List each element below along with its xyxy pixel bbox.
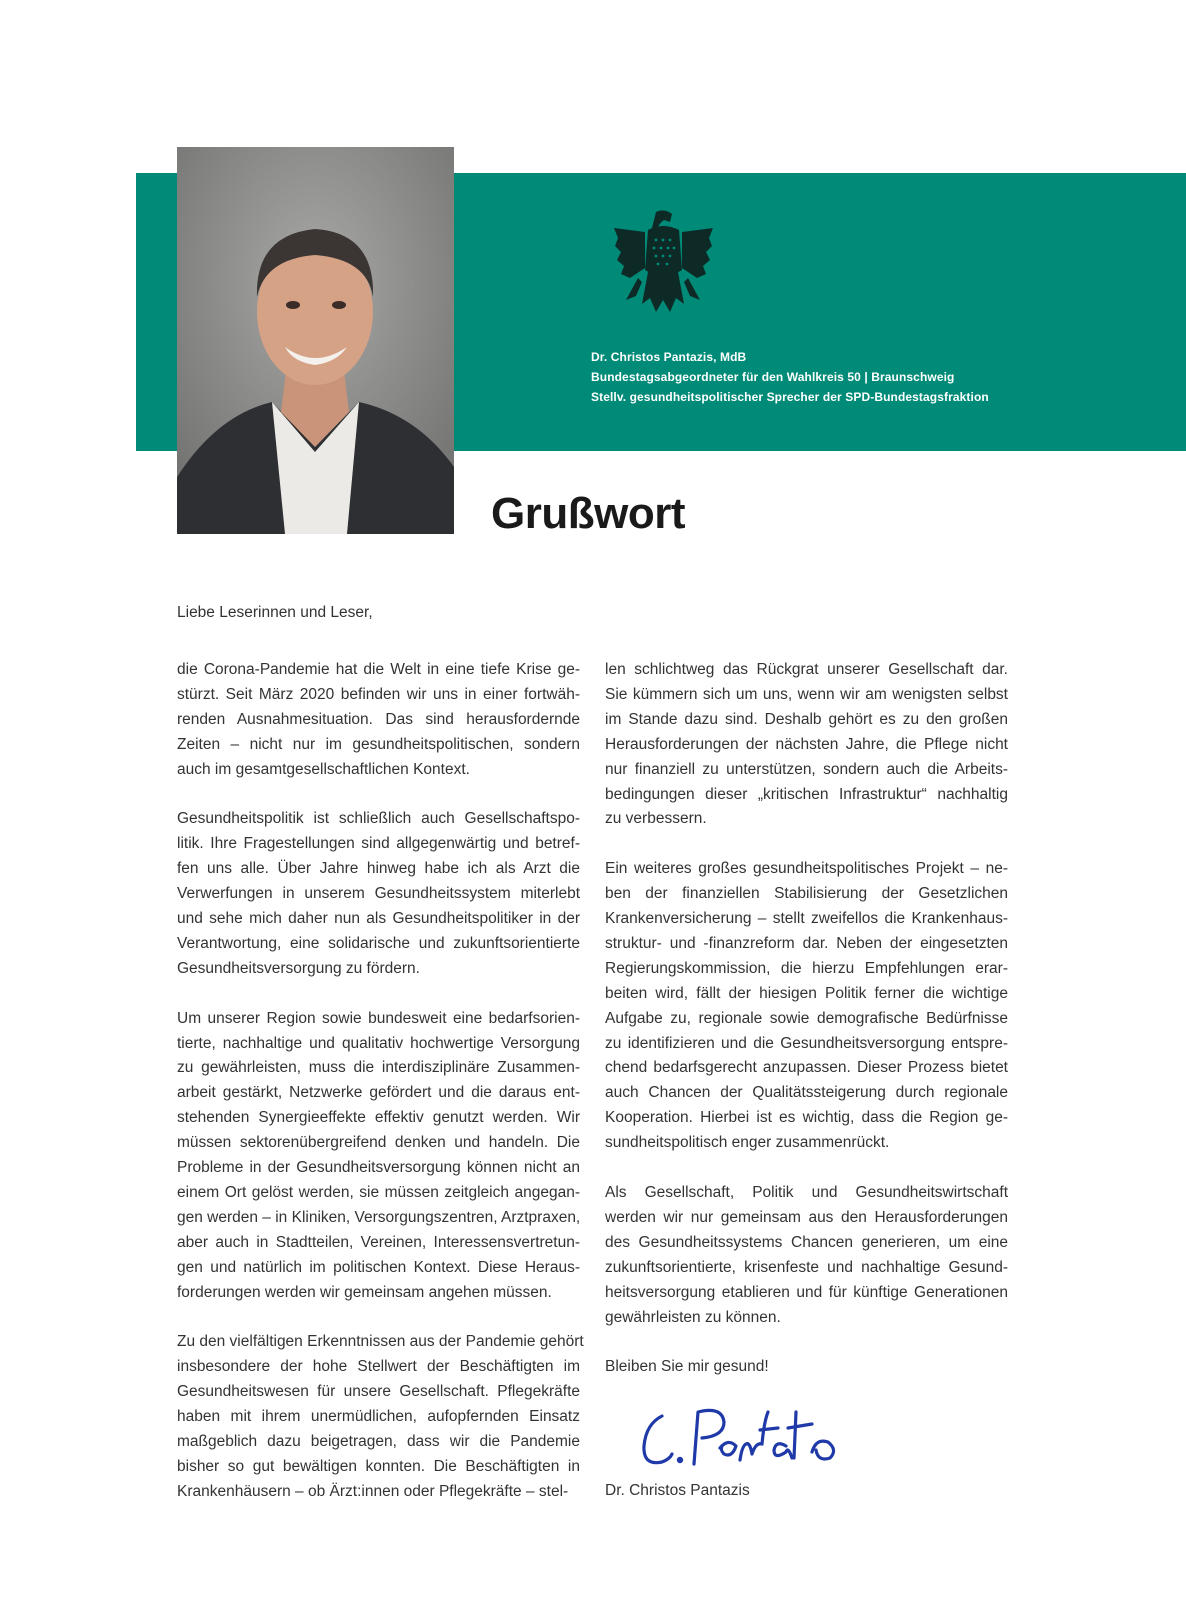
text-line: Als Gesellschaft, Politik und Gesundheitswirtschaft (605, 1184, 1008, 1201)
text-line: fen uns alle. Über Jahre hinweg habe ich als Arzt die (177, 860, 580, 878)
text-line: heitsversorgung etablieren und für künftige Generationen (605, 1283, 1008, 1301)
text-line: renden Ausnahmesituation. Das sind herausfordernde (177, 710, 580, 728)
text-line: Kooperation. Hierbei ist es wichtig, dass die Region ge- (605, 1109, 1008, 1127)
text-line: Verantwortung, eine solidarische und zukunftsorientierte (177, 934, 580, 952)
text-line: Krankenversicherung – stellt zweifellos die Krankenhaus- (605, 910, 1008, 928)
text-line: Herausforderungen der nächsten Jahre, die Pflege nicht (605, 735, 1008, 753)
text-line: forderungen werden wir gemeinsam angehen müssen. (177, 1283, 552, 1301)
text-line: gewährleisten zu können. (605, 1308, 781, 1326)
paragraph (605, 857, 1008, 1156)
right-column (605, 658, 1008, 1380)
text-line: haben mit ihrem unermüdlichen, aufopfernden Einsatz (177, 1408, 580, 1426)
paragraph (177, 658, 580, 783)
portrait-photo (177, 147, 454, 534)
paragraph (177, 1330, 584, 1504)
text-line: auch Chancen der Qualitätssteigerung durch regionale (605, 1084, 1008, 1102)
position-line: Stellv. gesundheitspolitischer Sprecher der SPD-Bundestagsfraktion (591, 390, 989, 404)
text-line: struktur- und -finanzreform dar. Neben der eingesetzten (605, 934, 1008, 952)
text-line: Um unserer Region sowie bundesweit eine bedarfsorien- (177, 1009, 580, 1027)
text-line: einem Ort gelöst werden, sie müssen zeitgleich angegan- (177, 1184, 580, 1201)
text-line: bisher so gut bewältigen konnten. Die Beschäftigten in (177, 1457, 580, 1475)
text-line: zukunftsorientierte, krisenfeste und nachhaltige Gesund- (605, 1258, 1008, 1276)
handwritten-signature (636, 1402, 846, 1472)
text-line: gen werden – in Kliniken, Versorgungszentren, Arztpraxen, (177, 1208, 581, 1226)
bundestag-eagle-icon (612, 208, 715, 316)
page-title: Grußwort (491, 489, 685, 538)
text-line: Zeiten – nicht nur im gesundheitspolitischen, sondern (177, 735, 580, 753)
role-line: Bundestagsabgeordneter für den Wahlkreis 50 | Braunschweig (591, 370, 955, 384)
paragraph (605, 658, 1008, 832)
text-line: sundheitspolitisch enger zusammenrückt. (605, 1134, 890, 1152)
text-line: die Corona-Pandemie hat die Welt in eine tiefe Krise ge- (177, 661, 580, 678)
text-line: Krankenhäusern – ob Ärzt:innen oder Pflegekräfte – stel- (177, 1482, 569, 1500)
text-line: maßgeblich dazu beigetragen, dass wir die Pandemie (177, 1433, 580, 1451)
paragraph (605, 1181, 1008, 1330)
left-column (177, 658, 584, 1530)
text-line: Verwerfungen in unserem Gesundheitssystem miterlebt (177, 885, 580, 903)
text-line: insbesondere der hohe Stellwert der Beschäftigten im (177, 1358, 580, 1376)
text-line: Sie kümmern sich um uns, wenn wir am wenigsten selbst (605, 685, 1008, 703)
text-line: aber auch in Stadtteilen, Vereinen, Interessensvertretun- (177, 1233, 580, 1251)
text-line: Aufgabe zu, regionale sowie demografische Bedürfnisse (605, 1009, 1008, 1027)
text-line: Gesundheitswesen für unsere Gesellschaft. Pflegekräfte (177, 1383, 580, 1401)
text-line: ben der finanziellen Stabilisierung der Gesetzlichen (605, 885, 1008, 903)
text-line: len schlichtweg das Rückgrat unserer Gesellschaft dar. (605, 661, 1008, 678)
contact-block (591, 347, 989, 407)
text-line: Zu den vielfältigen Erkenntnissen aus der Pandemie gehört (177, 1333, 584, 1351)
text-line: des Gesundheitssystems Chancen generieren, um eine (605, 1233, 1008, 1251)
text-line: zu gewährleisten, muss die interdisziplinäre Zusammen- (177, 1059, 580, 1077)
text-line: auch im gesamtgesellschaftlichen Kontext. (177, 760, 470, 778)
text-line: chend bedarfsgerecht anzupassen. Dieser Prozess bietet (605, 1059, 1008, 1077)
text-line: tierte, nachhaltige und qualitativ hochwertige Versorgung (177, 1034, 580, 1052)
text-line: Ein weiteres großes gesundheitspolitisches Projekt – ne- (605, 860, 1008, 878)
name-line: Dr. Christos Pantazis, MdB (591, 350, 747, 364)
text-line: zu verbessern. (605, 810, 707, 828)
text-line: Gesundheitsversorgung zu fördern. (177, 959, 420, 977)
text-line: arbeit gestärkt, Netzwerke gefördert und die daraus ent- (177, 1084, 580, 1102)
text-line: nur finanziell zu unterstützen, sondern auch die Arbeits- (605, 760, 1008, 778)
text-line: Probleme in der Gesundheitsversorgung können nicht an (177, 1159, 580, 1177)
text-line: müssen sektorenübergreifend denken und handeln. Die (177, 1134, 580, 1152)
paragraph (177, 1007, 580, 1306)
text-line: stehenden Synergieeffekte effektiv genutzt werden. Wir (177, 1109, 580, 1127)
text-line: zu identifizieren und die Gesundheitsversorgung entspre- (605, 1034, 1008, 1052)
text-line: litik. Ihre Fragestellungen sind allgegenwärtig und betref- (177, 835, 580, 853)
salutation: Liebe Leserinnen und Leser, (177, 604, 373, 621)
text-line: bedingungen dieser „kritischen Infrastruktur“ nachhaltig (605, 785, 1008, 803)
text-line: und sehe mich daher nun als Gesundheitspolitiker in der (177, 910, 580, 928)
text-line: werden wir nur gemeinsam aus den Herausforderungen (605, 1208, 1008, 1226)
text-line: im Stande dazu sind. Deshalb gehört es zu den großen (605, 710, 1008, 728)
text-line: beiten wird, fällt der hiesigen Politik ferner die wichtige (605, 984, 1008, 1002)
text-line: Gesundheitspolitik ist schließlich auch Gesellschaftspo- (177, 810, 580, 828)
signer-name: Dr. Christos Pantazis (605, 1482, 750, 1499)
closing-line: Bleiben Sie mir gesund! (605, 1358, 769, 1376)
text-line: Regierungskommission, die hierzu Empfehlungen erar- (605, 959, 1008, 977)
text-line: gen und natürlich im politischen Kontext. Diese Heraus- (177, 1258, 580, 1276)
paragraph (177, 807, 580, 981)
text-line: stürzt. Seit März 2020 befinden wir uns in einer fortwäh- (177, 685, 580, 703)
